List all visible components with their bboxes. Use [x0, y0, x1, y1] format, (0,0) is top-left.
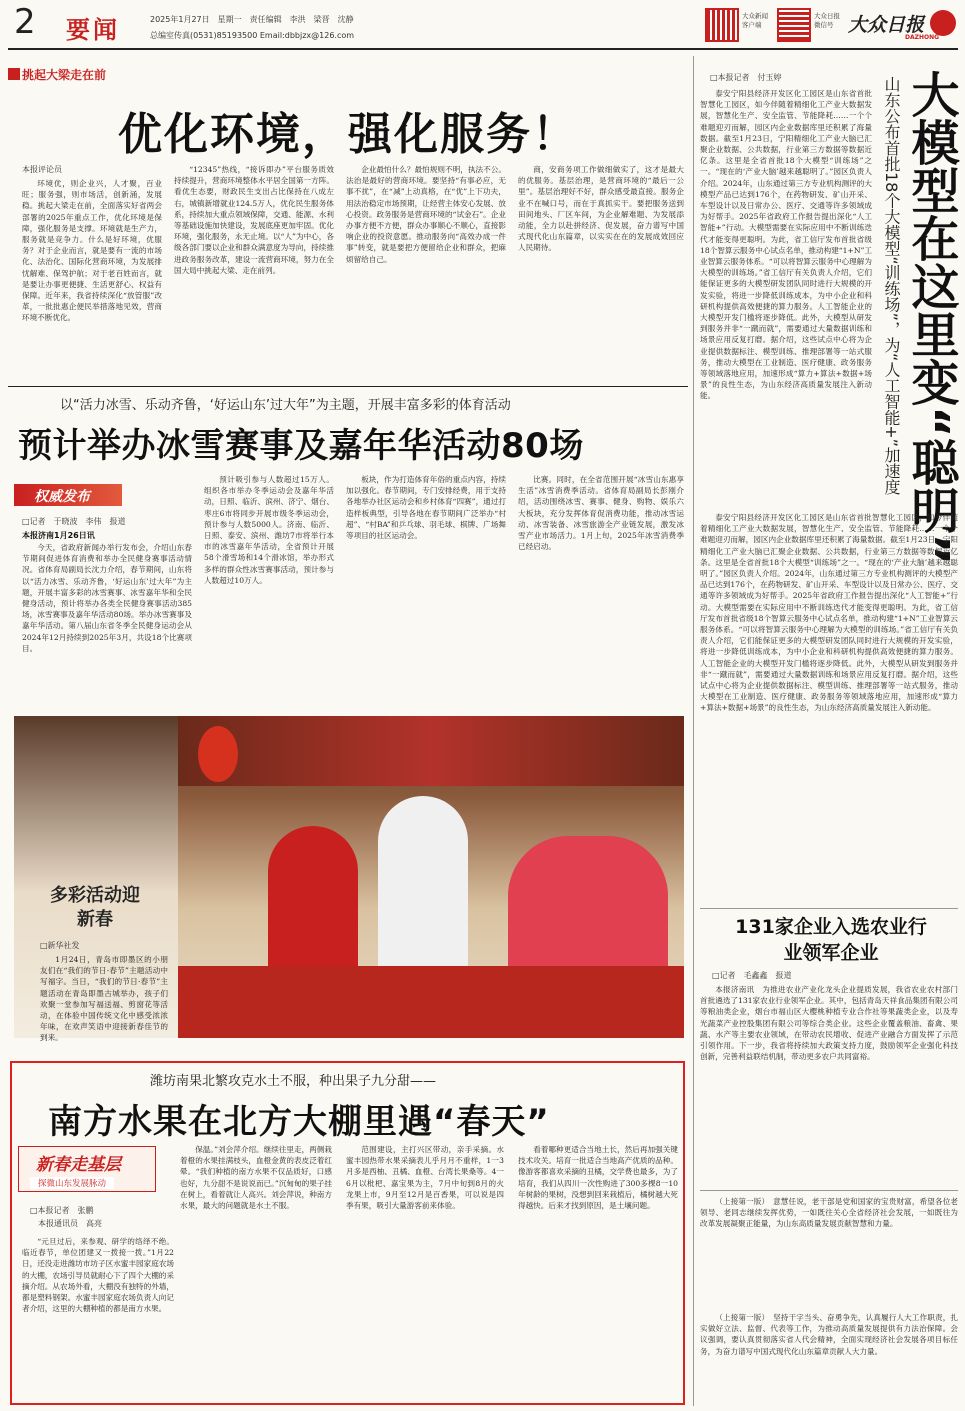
lead-bottom-rule — [8, 386, 688, 387]
enterprise-body: 本报济南讯 为推进农业产业化龙头企业提质发展，我省农业农村部门首批遴选了131家农业行业领军企业。其中，包括青岛天祥食品集团有限公司等粮油类企业，烟台市福山区大樱桃种植专业合作社等果蔬类企业，以及寿光蔬菜产业控股集团有限公司等综合类企业。这些企业覆盖粮油、畜禽、果蔬、水产等主要农业领域，在带动农民增收、促进产业融合方面发挥了示范引领作用。下一步，我省将持续加大政策支持力度，鼓励领军企业强化科技创新，完善利益联结机制，带动更多农户共同富裕。 — [700, 985, 958, 1062]
qr-wechat-label: 大众日报微信号 — [814, 12, 840, 29]
sports-dateline: 本报济南1月26日讯 — [22, 531, 95, 540]
lead-column-2: “12345”热线，“接诉即办”平台服务质效持续提升，营商环境整体水平居全国第一方阵。看优生态要，财政民生支出占比保持在八成左右，城镇新增就业124.5万人，优化民生服务体系，持续加大重点领域保障，交通、能源、水利等基础设施加快建设，发展底座更加牢固。优化环境，强化服务，永无止境。以“人”为中心，各级各部门要以企业和群众满意度为导向，持续推进政务服务改革，建设一流营商环境，努力在全国大局中挑起大梁、走在前列。 — [174, 165, 334, 275]
newspaper-logo: 大众日报 — [848, 14, 925, 36]
lead-byline: 本报评论员 — [22, 165, 62, 174]
ai-body-narrow: 泰安宁阳县经济开发区化工园区是山东省首批智慧化工园区，如今伴随着精细化工产业大数据发展，智慧化生产、安全监管、节能降耗……一个个难题迎刃而解，园区内企业数据库里还积累了海量数据。截至1月23日，宁阳精细化工产业大脑已汇聚企业数据、公共数据，行业第三方数据等数据近亿条。这里是全省首批18个大模型“训练场”之一。“现在的‘产业大脑’越来越聪明了。”园区负责人介绍。2024年，山东通过第三方专业机构测评的大模型产品已达到176个，在药物研发、矿山开采、车型设计以及日常办公、医疗、交通等许多领域成为好帮手。2025年省政府工作报告提出深化“人工智能+”行动。大模型需要在实际应用中不断训练迭代才能变得更聪明。为此，省工信厅发布首批省级18个智算云服务中心试点名单，推动构建“1+N”工业智算云服务体系。“可以将智算云服务中心理解为大模型的训练场。”省工信厅有关负责人介绍，它们能保证更多的大模型研发团队同时进行大规模的开发实验，将进一步降低训练成本，为中小企业和科研机构提供高效便捷的算力服务。人工智能企业的大模型开发门槛将逐步降低。此外，大模型从研发到服务并非“一蹴而就”，需要通过大量数据训练和场景应用反复打磨。据介绍，这些试点中心将为企业提供数据标注、模型训练、推理部署等一站式服务，推动大模型在工业制造、医疗健康、政务服务等领域落地应用，加速形成“算力+算法+数据+场景”的良性生态，为山东经济高质量发展注入新动能。 — [700, 89, 872, 401]
continued-rule — [700, 1190, 958, 1191]
page-number: 2 — [14, 2, 36, 42]
enterprise-byline: □记者 毛鑫鑫 报道 — [712, 971, 792, 980]
fruit-kicker: 潍坊南果北繁攻克水土不服，种出果子九分甜—— — [150, 1074, 437, 1089]
fruit-column-2: 保温。”刘会萍介绍。继续往里走，两侧栽着橙的水果挂满枝头，血橙金黄的表皮泛着红晕。“我们种植的南方水果不仅品质好，口感也好，九分甜不是说说而已。”沉甸甸的果子挂在树上，看着就让人高兴。刘会萍说，种南方水果，最大的问题就是水土不服。 — [180, 1145, 332, 1211]
logo-mark-icon — [930, 10, 956, 36]
lead-headline: 优化环境，强化服务！ — [118, 109, 578, 160]
qr-app-label: 大众新闻客户端 — [742, 12, 768, 29]
qr-code-app[interactable] — [705, 8, 739, 42]
fruit-column-4: 看着哪种更适合当地土长，然后再加强关键技术攻关。培育一批适合当地高产优质的品种。像游客都喜欢采摘的丑橘，交学费也最多，为了培育，我们从四川一次性购进了300多棵8一10年树龄的果树，没想到回来栽植后，橘树越大死得越快。后来才找到原因，是土壤问题。 — [518, 1145, 678, 1211]
ai-body-wide: 泰安宁阳县经济开发区化工园区是山东省首批智慧化工园区，如今伴随着精细化工产业大数据发展，智慧化生产、安全监管、节能降耗……一个个难题迎刃而解，园区内企业数据库里还积累了海量数据。截至1月23日，宁阳精细化工产业大脑已汇聚企业数据、公共数据，行业第三方数据等数据近亿条。这里是全省首批18个大模型“训练场”之一。“现在的‘产业大脑’越来越聪明了。”园区负责人介绍。2024年，山东通过第三方专业机构测评的大模型产品已达到176个，在药物研发、矿山开采、车型设计以及日常办公、医疗、交通等许多领域成为好帮手。2025年省政府工作报告提出深化“人工智能+”行动。大模型需要在实际应用中不断训练迭代才能变得更聪明。为此，省工信厅发布首批省级18个智算云服务中心试点名单，推动构建“1+N”工业智算云服务体系。“可以将智算云服务中心理解为大模型的训练场。”省工信厅有关负责人介绍，它们能保证更多的大模型研发团队同时进行大规模的开发实验，将进一步降低训练成本，为中小企业和科研机构提供高效便捷的算力服务。人工智能企业的大模型开发门槛将逐步降低。此外，大模型从研发到服务并非“一蹴而就”，需要通过大量数据训练和场景应用反复打磨。据介绍，这些试点中心将为企业提供数据标注、模型训练、推理部署等一站式服务，推动大模型在工业制造、医疗健康、政务服务等领域落地应用，加速形成“算力+算法+数据+场景”的良性生态，为山东经济高质量发展注入新动能。 — [700, 513, 958, 713]
sports-kicker: 以“活力冰雪、乐动齐鲁，‘好运山东’过大年”为主题，开展丰富多彩的体育活动 — [60, 398, 511, 413]
enterprise-rule — [700, 908, 958, 909]
sports-column-2: 预计吸引参与人数超过15万人。组织各市举办冬季运动会及嘉年华活动，日照、临沂、滨州、济宁、烟台、枣庄6市将同步开展市级冬季运动会，预计参与人数5000人。济南、临沂、日照、泰安、滨州、潍坊7市将举行本市的冰雪嘉年华活动，全省预计开展58个滑雪场和14个滑冰馆，举办形式多样的群众性冰雪赛事活动，预计参与人数超过10万人。 — [204, 475, 334, 585]
logo-en: DAZHONG — [905, 34, 940, 41]
news-photo — [178, 716, 684, 1038]
photo-lantern — [198, 726, 238, 782]
spring-badge-sub: 探微山东发展脉动 — [30, 1177, 114, 1189]
fruit-byline-reporter: □本报记者 张鹏 — [30, 1206, 94, 1215]
authority-badge-label: 权威发布 — [34, 489, 90, 505]
sports-byline: □记者 于晓波 李伟 报道 — [22, 517, 126, 526]
sports-column-4: 比赛。同时，在全省范围开展“冰雪山东惠享生活”冰雪消费季活动。省体育局副局长彭刚介绍，活动围绕冰雪、赛事、健身、购物、娱乐六大板块，充分发挥体育促消费功能，推动冰雪运动、冰雪装备、冰雪旅游全产业链发展，激发冰雪产业市场活力。1月上旬，2025年冰雪消费季已经启动。 — [518, 475, 684, 552]
banner-icon — [8, 68, 20, 80]
lead-column-4: 商，安商务项工作做细做实了，这才是最大的优服务。基层治理，是营商环境的“最后一公里”。基层治理好不好，群众感受最直接。服务企业不在喊口号，而在于真抓实干。要把服务送到田间地头、厂区车间，为企业解难题、为发展添动能，全力以赴拼经济、促发展，奋力谱写中国式现代化山东篇章，以实实在在的发展成效回应人民期待。 — [518, 165, 684, 253]
date-line: 2025年1月27日 星期一 责任编辑 李洪 梁晋 沈静 — [150, 15, 354, 24]
ai-headline: 大模型在这里变“聪明” — [903, 70, 959, 566]
photo-caption-text: 1月24日，青岛市即墨区的小朋友们在“我们的节日·春节”主题活动中写福字。当日，“我们的节日·春节”主题活动在青岛即墨古城举办，孩子们欢聚一堂参加写福送福、剪窗花等活动，在体验中国传统文化中感受浓浓年味，在欢声笑语中迎接新春佳节的到来。 — [40, 955, 168, 1043]
photo-red-banner — [178, 716, 684, 786]
continued-text-2: （上接第一版） 坚持干字当头、奋勇争先，认真履行人大工作职责，扎实做好立法、监督、代表等工作，为推动高质量发展提供有力法治保障。会议强调，要认真贯彻落实省人代会精神，全面实现经济社会发展各项目标任务，为奋力谱写中国式现代化山东篇章贡献人大力量。 — [700, 1313, 958, 1356]
enterprise-headline: 131家企业入选农业行业领军企业 — [735, 916, 927, 964]
sports-headline: 预计举办冰雪赛事及嘉年华活动80场 — [18, 426, 584, 466]
fruit-byline-correspondent: 本报通讯员 高亮 — [30, 1219, 102, 1228]
photo-caption-title: 多彩活动迎新春 — [50, 885, 140, 930]
fruit-column-1: “元旦过后，来参观、研学的络绎不绝。临近春节，单位团建又一拨接一拨。”1月22日，还没走进潍坊市坊子区水蜜丰园家庭农场的大棚，农场引导员就耐心下了四个大棚的采摘介绍。从农场外看，大棚没有独特的外墙，都是塑料钢架。水蜜丰园家庭农场负责人向记者介绍，这里的大棚种植的都是南方水果。 — [22, 1237, 174, 1314]
fruit-headline: 南方水果在北方大棚里遇“春天” — [48, 1102, 550, 1142]
photo-table — [178, 966, 684, 1038]
contact-line: 总编室传真(0531)85193500 Email:dbbjzx@126.com — [150, 31, 355, 40]
spring-badge-main: 新春走基层 — [36, 1155, 121, 1175]
ai-byline: □本报记者 付玉婷 — [710, 73, 782, 82]
qr-code-wechat[interactable] — [777, 8, 811, 42]
sports-column-3: 板块，作为打造体育年俗的重点内容，持续加以强化。春节期间，专门安排经费，用于支持各地举办社区运动会和乡村体育“四赛”，通过打造样板典型，引导各地在春节期间广泛举办“村超”、“村BA”和乒乓球、羽毛球、棋牌、广场舞等项目的社区运动会。 — [346, 475, 506, 541]
lead-banner: 挑起大梁走在前 — [22, 68, 107, 82]
masthead-rule — [8, 48, 958, 50]
section-title: 要闻 — [66, 16, 120, 44]
lead-column-3: 企业最怕什么？最怕规则不明，执法不公。法治是最好的营商环境。要坚持“有事必应，无事不扰”，在“减”上动真格，在“优”上下功夫，用法治稳定市场预期，让经营主体安心发展、放心投资。政务服务是营商环境的“试金石”。企业办事方便不方便，群众办事顺心不顺心，直接影响企业的投资意愿。推动服务向“高效办成一件事”转变，就是要把方便留给企业和群众，把麻烦留给自己。 — [346, 165, 506, 264]
fruit-column-3: 范围建设，主打兴区带动，亲手采摘。水蜜丰园热带水果采摘表儿乎月月不重样，1一3月多是西柚、丑橘、血橙、台湾长果桑等。4一6月以枇杷、嘉宝果为主，7月中旬到8月的火龙果上市，9月至12月是百香果，可以说是四季有果，吸引大量游客前来体验。 — [346, 1145, 504, 1211]
sports-column-1: 今天，省政府新闻办举行发布会，介绍山东春节期间促进体育消费和举办全民健身赛事活动情况。省体育局副局长沈力介绍，春节期间，山东将以“活力冰雪、乐动齐鲁，‘好运山东’过大年”为主题，开展丰富多彩的冰雪赛事、冰雪嘉年华和全民健身活动，预计将举办各类全民健身赛事活动385场，冰雪赛事及嘉年华活动80场。举办冰雪赛事及嘉年华活动。第八届山东省冬季全民健身运动会从2024年12月持续到2025年3月，共设18个比赛项目。 — [22, 543, 192, 653]
continued-text-1: （上接第一版） 意慧任说，老干部是党和国家的宝贵财富，希望各位老领导、老同志继续发挥优势，一如既往关心全省经济社会发展，一如既往为改革发展凝聚正能量，为山东高质量发展贡献智慧和力量。 — [700, 1197, 958, 1229]
ai-subhead: 山东公布首批18个大模型“训练场”，为“人工智能+”加速度 — [882, 76, 901, 495]
photo-caption-byline: □新华社发 — [40, 941, 80, 950]
lead-column-1: 环境优，则企业兴，人才聚，百业旺；服务强，则市场活，创新涌，发展稳。挑起大梁走在前，全面落实好省两会部署的2025年重点工作，优化环境是保障，强化服务是支撑。环境就是生产力，服务就是竞争力。什么是好环境，优服务？对于企业而言，就是要有一流的市场化、法治化、国际化营商环境，为发展排忧解难、保驾护航；对于老百姓而言，就是要让办事更便捷、生活更舒心、权益有保障。近年来，我省持续深化“放管服”改革，一批批惠企便民举措落地见效，营商环境不断优化。 — [22, 179, 162, 323]
right-column-divider — [693, 56, 694, 1406]
